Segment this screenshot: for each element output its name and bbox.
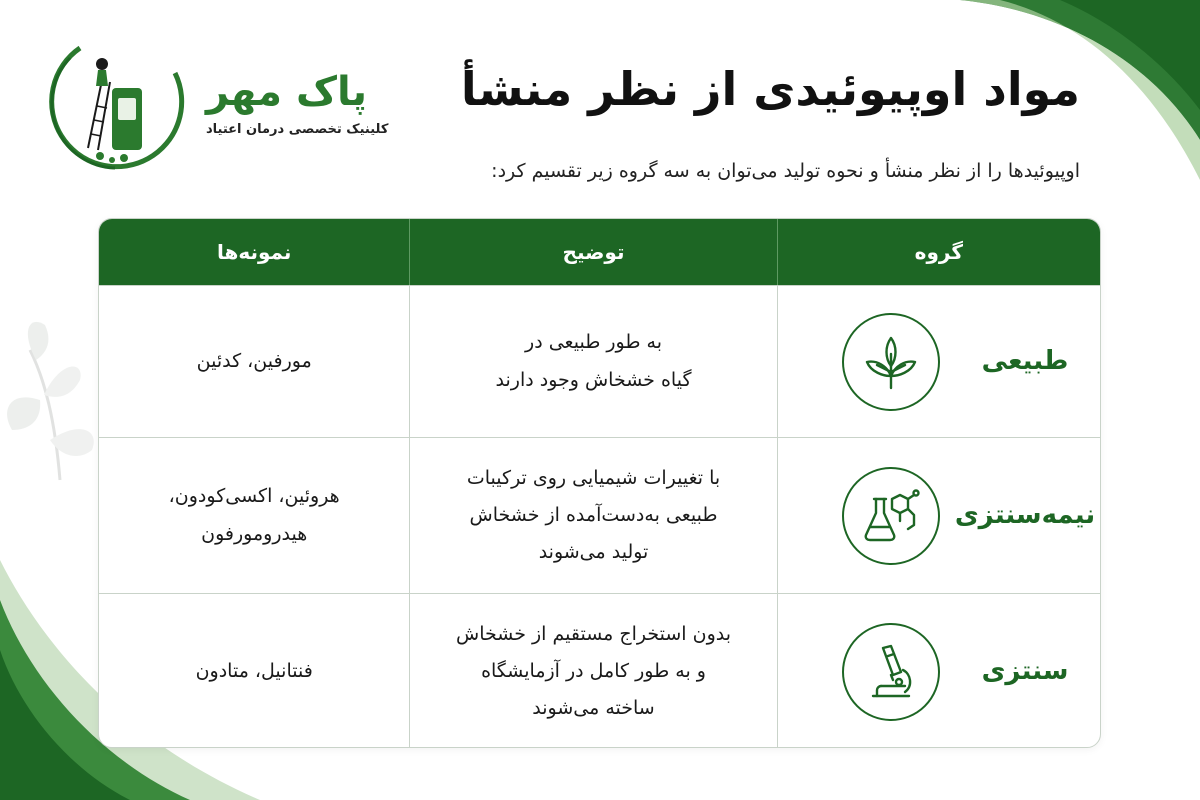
classification-table [98,218,1101,748]
flask-molecule-icon [842,467,940,565]
group-cell [777,438,1100,593]
examples-cell [99,438,409,593]
description-cell [409,438,776,593]
header-examples: نمونه‌ها [216,240,292,264]
header-group: گروه [777,219,1100,285]
table-header [99,219,1100,285]
header-description: توضیح [409,219,776,285]
examples-text: هروئین، اکسی‌کودون، هیدرومورفون [168,485,340,545]
group-label: طبیعی [981,346,1069,377]
description-text: با تغییرات شیمیایی روی ترکیبات طبیعی به‌دست‌آمده از خشخاش تولید می‌شوند [466,466,721,564]
table-row [99,437,1100,593]
description-cell [409,594,776,748]
page-subtitle: اوپیوئیدها را از نظر منشأ و نحوه تولید می‌توان به سه گروه زیر تقسیم کرد: [491,160,1080,182]
group-label: نیمه‌سنتزی [954,500,1096,531]
description-text: بدون استخراج مستقیم از خشخاش و به طور کامل در آزمایشگاه ساخته می‌شوند [456,622,732,720]
logo-emblem-icon [40,28,190,178]
brand-name: پاک مهر [206,68,367,115]
microscope-icon [842,623,940,721]
group-label: سنتزی [981,656,1069,687]
description-cell [409,286,776,437]
examples-text: مورفین، کدئین [196,349,312,372]
leaf-decoration-icon [7,322,94,480]
examples-cell [99,594,409,748]
examples-text: فنتانیل، متادون [195,659,313,682]
page-title: مواد اوپیوئیدی از نظر منشأ [460,62,1080,116]
group-cell [777,594,1100,748]
brand-logo [40,28,388,178]
examples-cell [99,286,409,437]
plant-icon [842,313,940,411]
description-text: به طور طبیعی در گیاه خشخاش وجود دارند [495,331,692,391]
brand-tagline: کلینیک تخصصی درمان اعتیاد [206,121,389,137]
table-row [99,593,1100,748]
group-cell [777,286,1100,437]
table-row [99,285,1100,437]
